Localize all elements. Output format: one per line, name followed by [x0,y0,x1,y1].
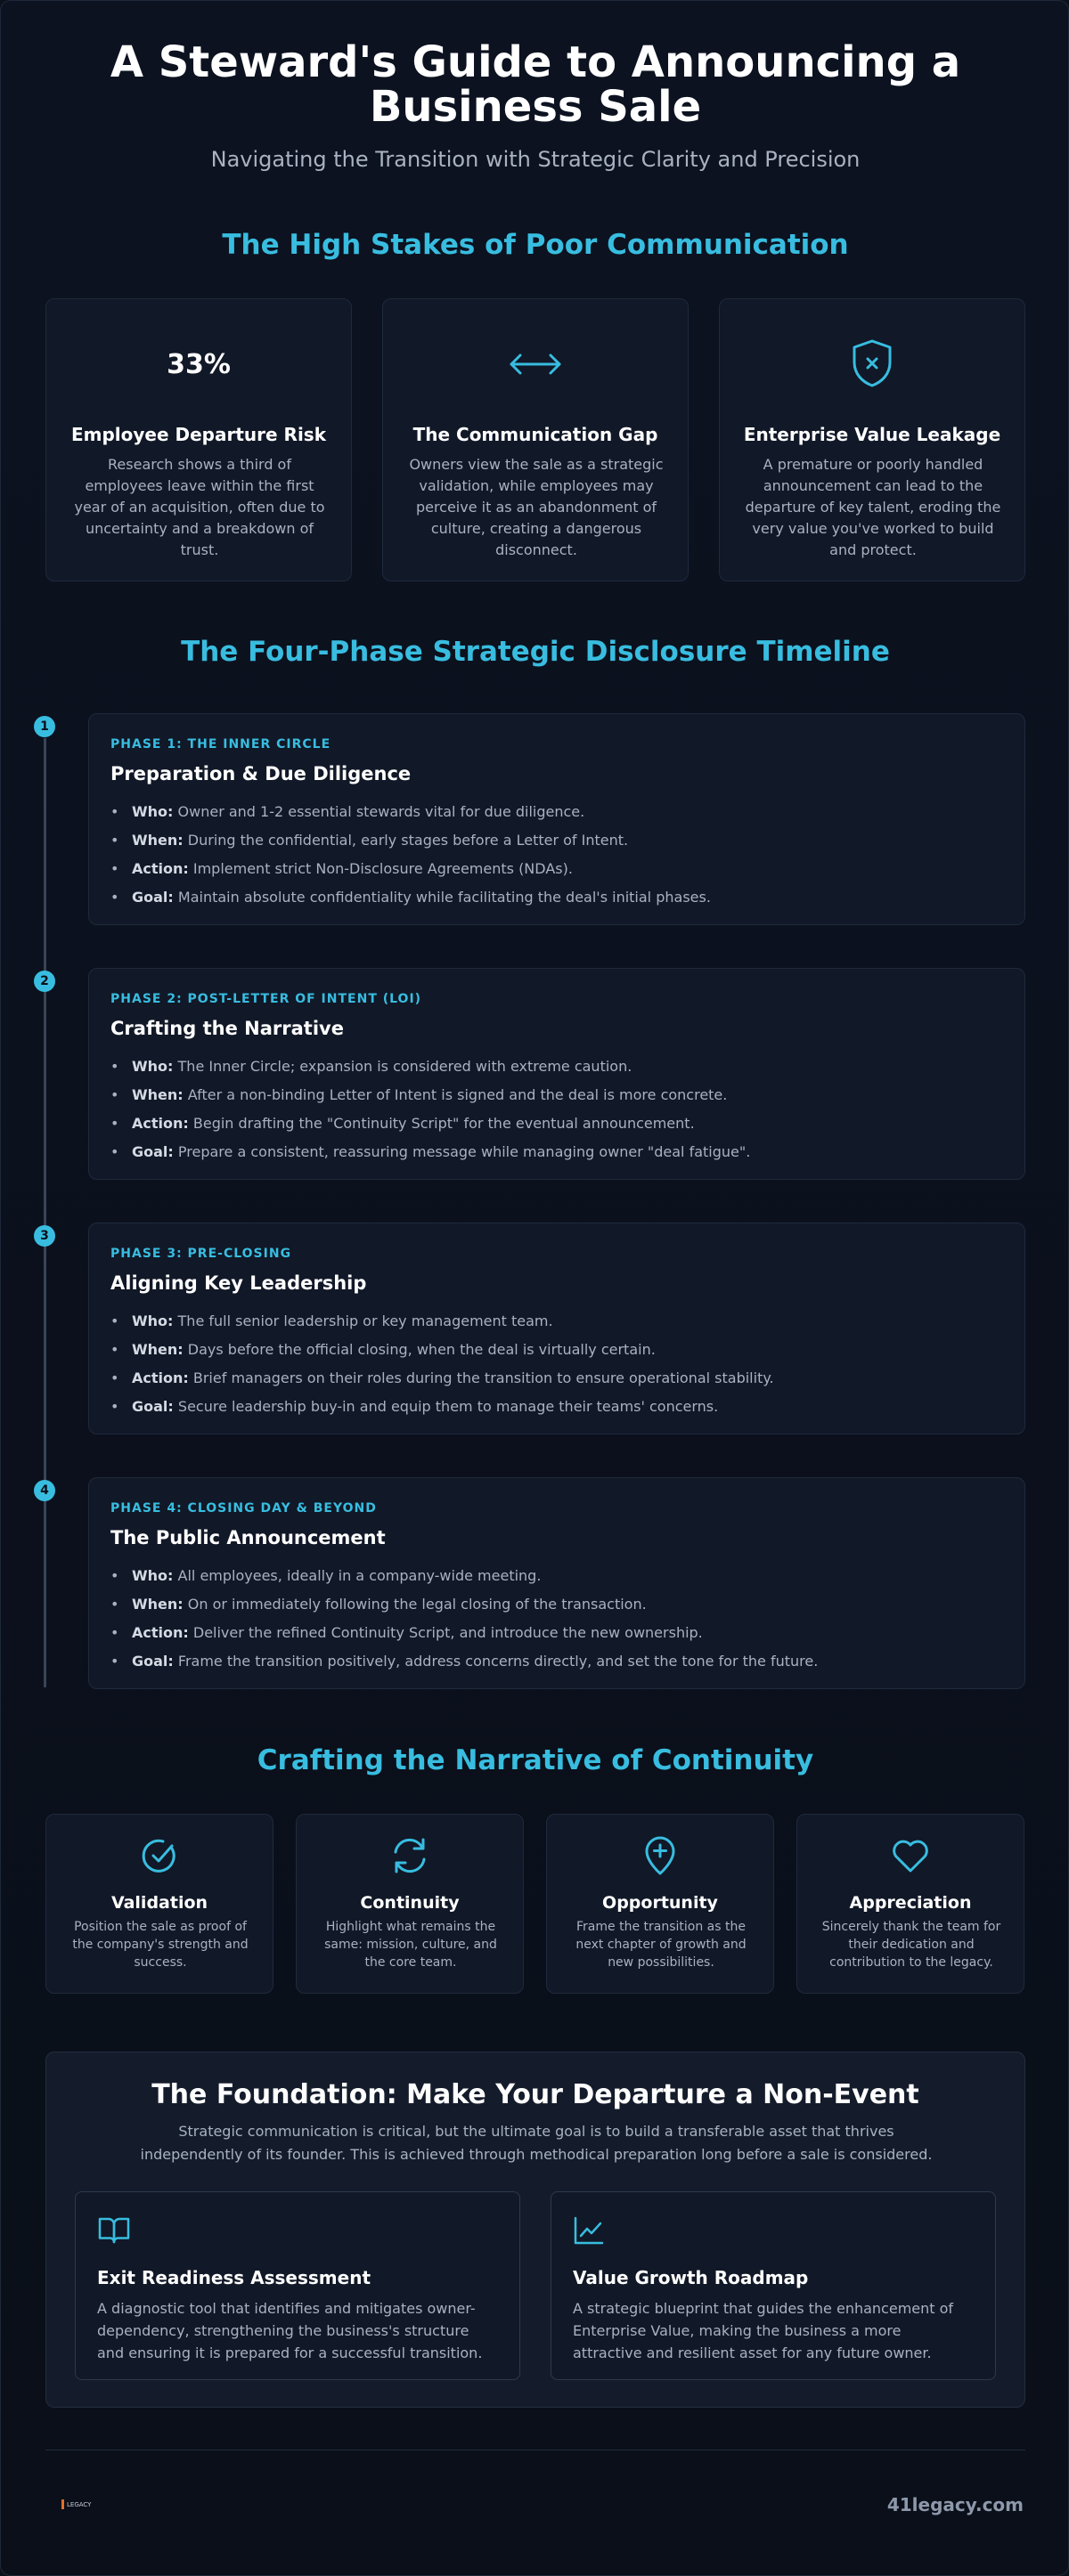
timeline-heading: The Four-Phase Strategic Disclosure Timeline [181,636,890,668]
narrative-card-opportunity [546,1814,774,1994]
book-open-icon [97,2215,131,2244]
arrows-horizontal-icon [508,351,563,378]
narrative-title: Opportunity [602,1893,718,1913]
list-item: • Action: Brief managers on their roles during the transition to ensure operational stability. [110,1369,774,1386]
stake-card-departure [45,298,352,581]
logo-mark [61,2499,64,2509]
list-item: • Goal: Prepare a consistent, reassuring message while managing owner "deal fatigue". [110,1143,751,1160]
narrative-card-appreciation [796,1814,1024,1994]
list-item: • When: During the confidential, early stages before a Letter of Intent. [110,832,629,849]
tool-text: A strategic blueprint that guides the enhancement of Enterprise Value, making the business a more attractive and resilient asset for any future owner. [573,2300,954,2361]
foundation-text: Strategic communication is critical, but the ultimate goal is to build a transferable asset that thrives independently of its founder. This is achieved through methodical preparation long before a sale is considered. [140,2123,933,2163]
phase-card-2 [88,968,1025,1180]
phase-details [110,798,711,912]
phase-number-badge: 1 [34,716,55,737]
list-item: • Action: Deliver the refined Continuity Script, and introduce the new ownership. [110,1624,703,1641]
page-title: A Steward's Guide to Announcing a Business Sale [110,37,961,132]
narrative-title: Validation [110,1893,208,1913]
phase-label: PHASE 2: POST-LETTER OF INTENT (LOI) [110,992,422,1006]
stake-text: Research shows a third of employees leave within the first year of an acquisition, often due to uncertainty and a breakdown of trust. [74,456,325,558]
list-item: • Who: The Inner Circle; expansion is considered with extreme caution. [110,1058,632,1075]
narrative-heading: Crafting the Narrative of Continuity [257,1744,814,1776]
stake-text: A premature or poorly handled announcement can lead to the departure of key talent, eroding the very value you've worked to build and protect. [745,456,1001,558]
timeline-line [44,738,46,1687]
circle-check-icon [140,1836,179,1875]
stakes-heading: The High Stakes of Poor Communication [222,229,849,261]
phase-card-4 [88,1477,1025,1689]
list-item: • Who: All employees, ideally in a company-wide meeting. [110,1567,542,1584]
page-subtitle: Navigating the Transition with Strategic Clarity and Precision [210,147,861,172]
narrative-text: Position the sale as proof of the company's strength and success. [72,1920,249,1970]
tool-title: Exit Readiness Assessment [97,2267,371,2288]
heart-icon [890,1837,931,1874]
narrative-title: Continuity [360,1893,460,1913]
phase-label: PHASE 1: THE INNER CIRCLE [110,737,331,752]
shield-x-icon [851,338,894,388]
list-item: • When: Days before the official closing, when the deal is virtually certain. [110,1341,656,1358]
stake-card-leakage [719,298,1025,581]
phase-label: PHASE 3: PRE-CLOSING [110,1247,292,1261]
narrative-card-validation [45,1814,273,1994]
phase-details [110,1562,818,1676]
stake-card-gap [382,298,689,581]
phase-card-1 [88,713,1025,925]
list-item: • Goal: Secure leadership buy-in and equip them to manage their teams' concerns. [110,1398,719,1415]
list-item: • Who: Owner and 1-2 essential stewards vital for due diligence. [110,803,585,820]
phase-title: Preparation & Due Diligence [110,763,412,784]
narrative-card-continuity [296,1814,524,1994]
departure-stat: 33% [167,348,231,380]
stake-text: Owners view the sale as a strategic validation, while employees may perceive it as an abandonment of culture, creating a dangerous disconnect. [409,456,664,558]
phase-title: Crafting the Narrative [110,1018,344,1039]
map-pin-plus-icon [642,1835,678,1876]
website-link[interactable]: 41legacy.com [886,2494,1024,2515]
phase-details [110,1307,774,1421]
narrative-text: Frame the transition as the next chapter of growth and new possibilities. [575,1920,747,1970]
narrative-title: Appreciation [849,1893,972,1913]
list-item: • Goal: Maintain absolute confidentiality while facilitating the deal's initial phases. [110,889,711,906]
refresh-icon [389,1836,430,1875]
phase-title: The Public Announcement [110,1527,386,1548]
list-item: • Goal: Frame the transition positively, address concerns directly, and set the tone for the future. [110,1653,819,1670]
phase-details [110,1052,750,1166]
narrative-text: Highlight what remains the same: mission, culture, and the core team. [324,1920,497,1970]
phase-number-badge: 2 [34,971,55,992]
phase-number-badge: 3 [34,1225,55,1247]
stake-title: Enterprise Value Leakage [743,424,1001,445]
tool-title: Value Growth Roadmap [573,2267,809,2288]
stake-title: The Communication Gap [412,424,658,445]
phase-number-badge: 4 [34,1480,55,1501]
tool-card-exit-readiness [75,2191,520,2380]
list-item: • Action: Implement strict Non-Disclosure Agreements (NDAs). [110,860,573,877]
tool-text: A diagnostic tool that identifies and mitigates owner-dependency, strengthening the business's structure and ensuring it is prepared for a successful transition. [97,2300,483,2361]
list-item: • When: After a non-binding Letter of Intent is signed and the deal is more concrete. [110,1086,728,1103]
legacy-logo [61,2499,91,2509]
list-item: • When: On or immediately following the legal closing of the transaction. [110,1596,647,1613]
tool-card-value-growth [551,2191,996,2380]
stake-title: Employee Departure Risk [70,424,327,445]
foundation-title: The Foundation: Make Your Departure a Non-Event [151,2079,919,2110]
list-item: • Action: Begin drafting the "Continuity Script" for the eventual announcement. [110,1115,695,1132]
phase-card-3 [88,1223,1025,1434]
phase-label: PHASE 4: CLOSING DAY & BEYOND [110,1501,377,1516]
list-item: • Who: The full senior leadership or key management team. [110,1312,553,1329]
line-chart-icon [573,2215,605,2246]
phase-title: Aligning Key Leadership [110,1272,367,1294]
logo-text: LEGACY [67,2500,92,2508]
narrative-text: Sincerely thank the team for their dedication and contribution to the legacy. [821,1920,1001,1970]
foundation-panel [45,2052,1025,2408]
